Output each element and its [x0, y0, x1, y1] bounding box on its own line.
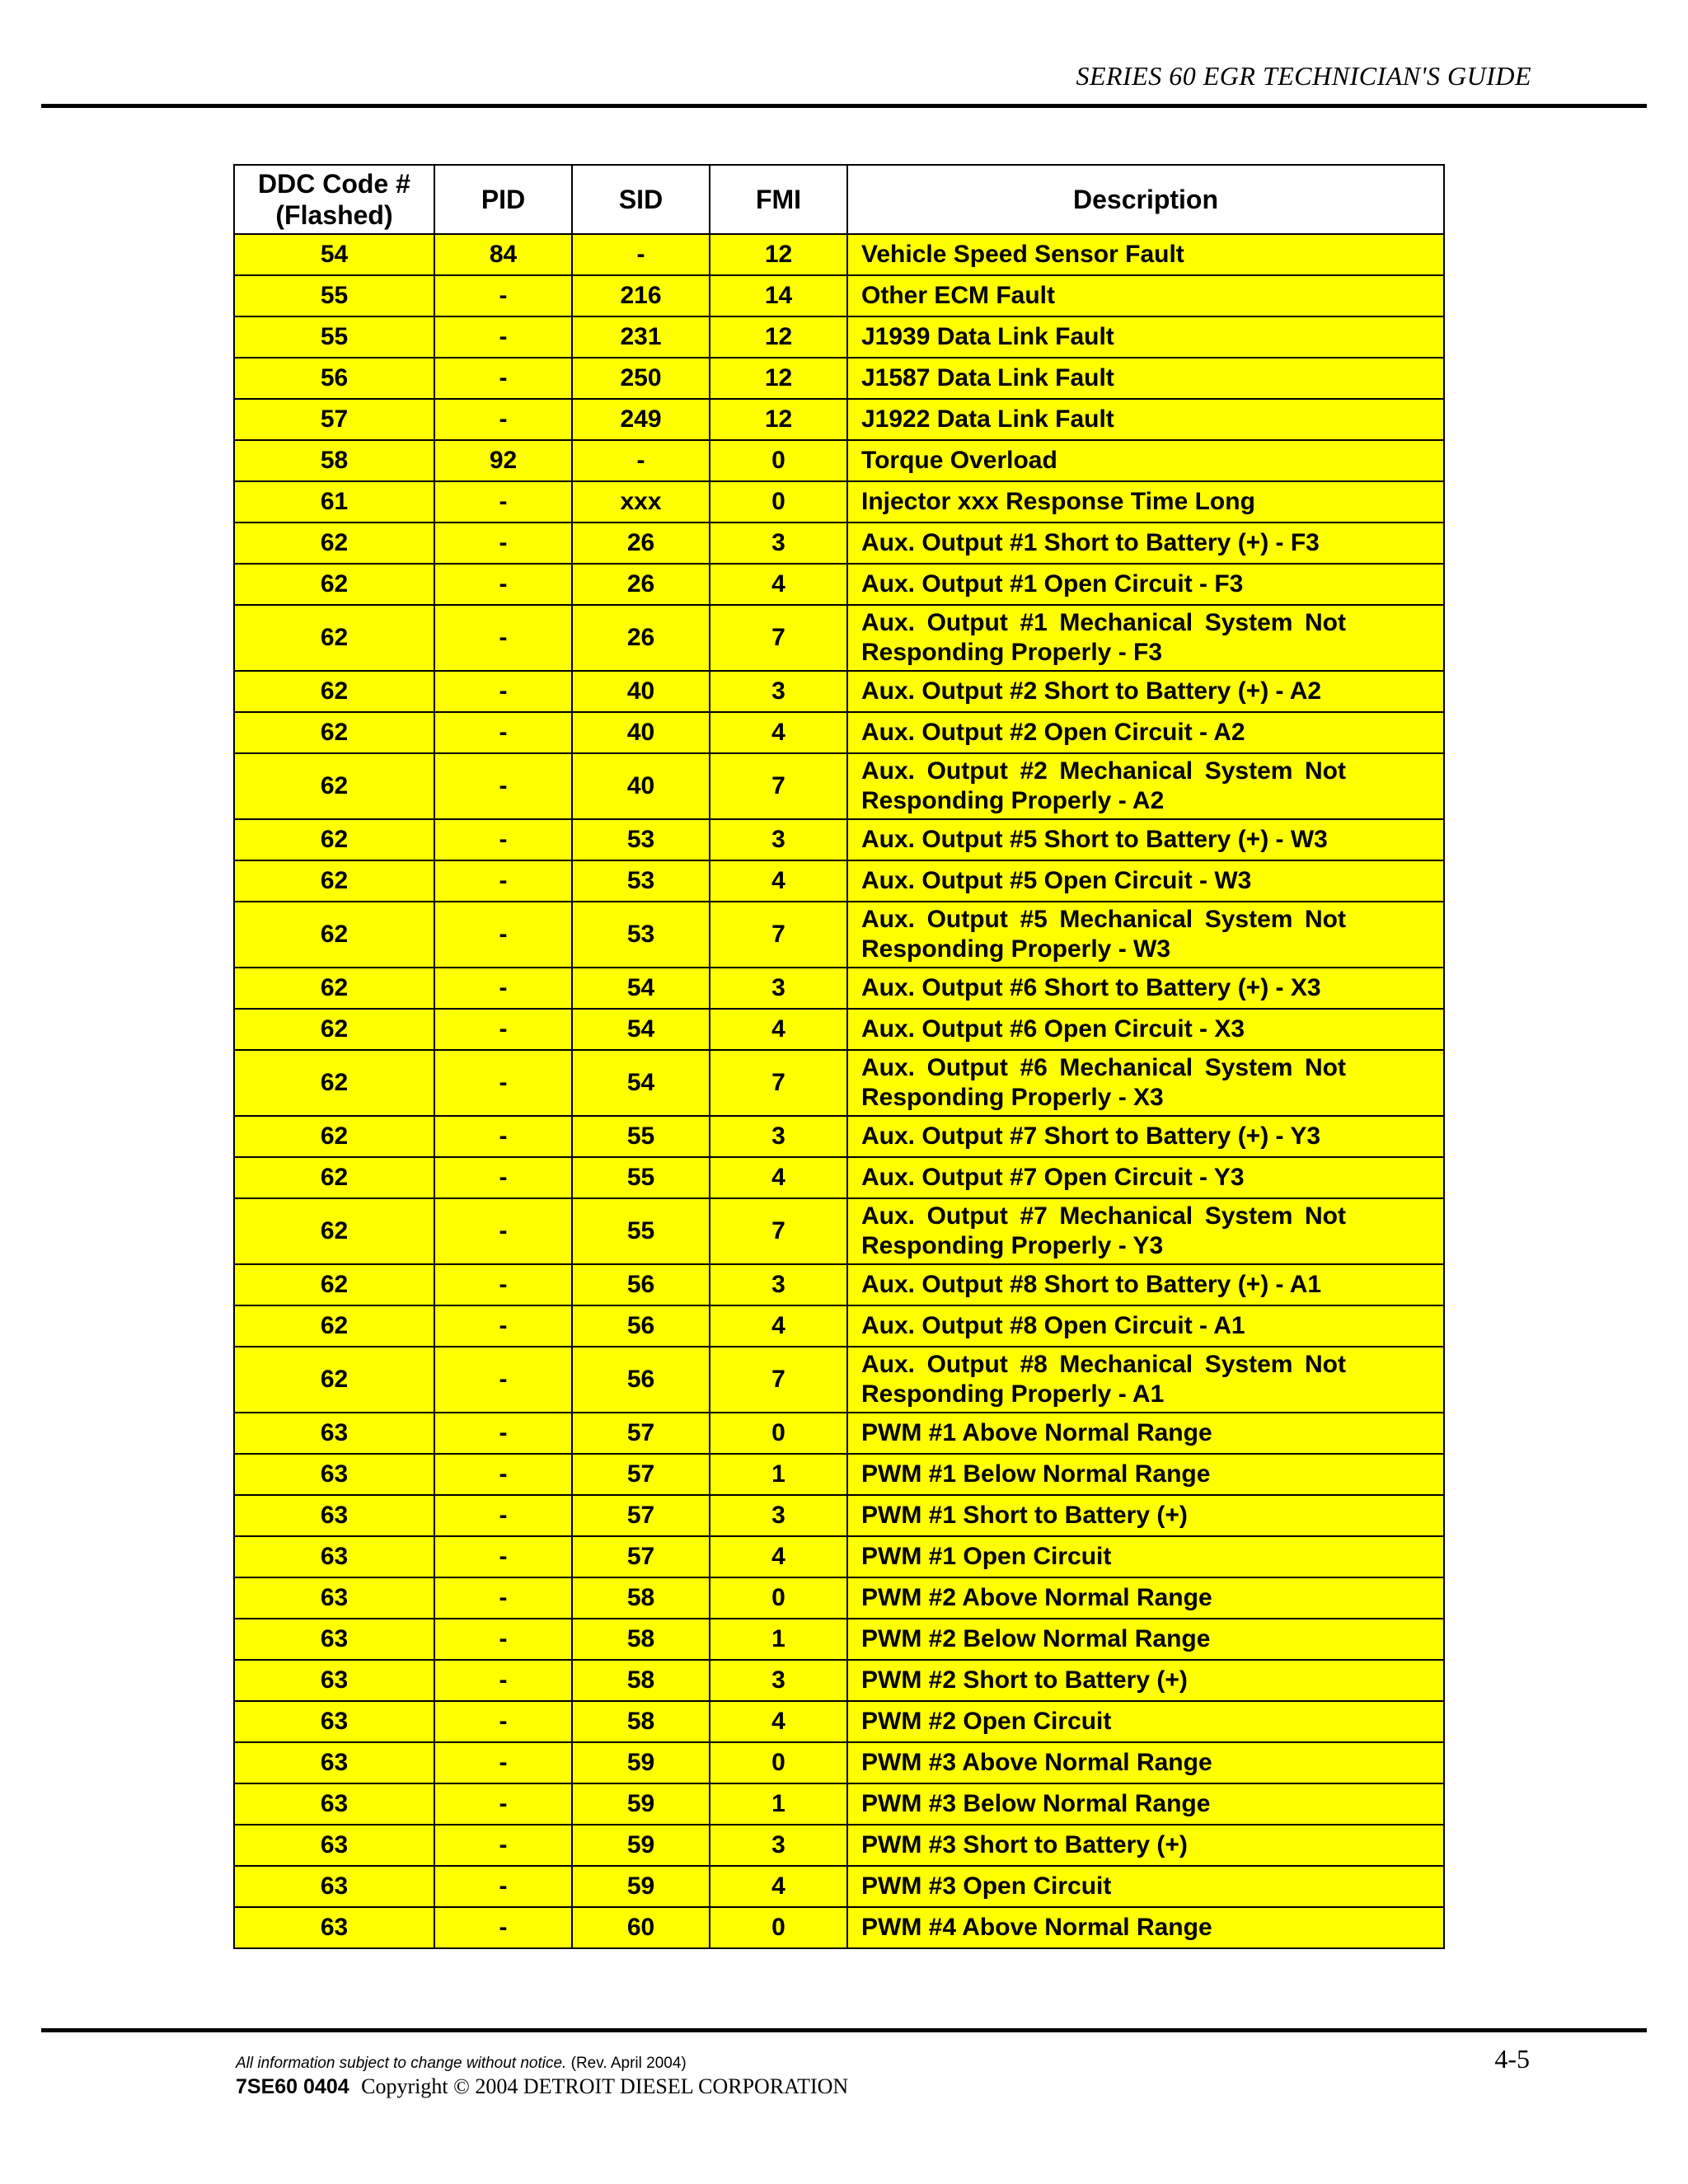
table-row: [234, 860, 1444, 902]
table-body: [234, 234, 1444, 1948]
description-cell: J1939 Data Link Fault: [847, 316, 1444, 358]
sid-cell: -: [572, 234, 710, 275]
sid-cell: 55: [572, 1157, 710, 1198]
description-cell: Aux. Output #7 Short to Battery (+) - Y3: [847, 1116, 1444, 1157]
sid-cell: 40: [572, 671, 710, 712]
description-cell: Aux. Output #6 Mechanical System Not Responding Properly - X3: [847, 1050, 1444, 1116]
pid-cell: -: [434, 860, 572, 902]
fmi-cell: 4: [710, 1009, 847, 1050]
ddc-code-cell: 62: [234, 605, 434, 671]
fmi-cell: 7: [710, 902, 847, 968]
sid-cell: 60: [572, 1907, 710, 1948]
description-cell: PWM #3 Above Normal Range: [847, 1742, 1444, 1783]
description-cell: Aux. Output #5 Open Circuit - W3: [847, 860, 1444, 902]
fmi-cell: 4: [710, 860, 847, 902]
table-row: [234, 1866, 1444, 1907]
sid-cell: 57: [572, 1454, 710, 1495]
sid-cell: 216: [572, 275, 710, 316]
ddc-code-cell: 63: [234, 1454, 434, 1495]
fmi-cell: 1: [710, 1619, 847, 1660]
ddc-code-cell: 63: [234, 1619, 434, 1660]
table-row: [234, 671, 1444, 712]
description-cell: J1922 Data Link Fault: [847, 399, 1444, 440]
pid-cell: -: [434, 1825, 572, 1866]
ddc-code-cell: 63: [234, 1536, 434, 1577]
pid-cell: -: [434, 1264, 572, 1305]
fmi-cell: 7: [710, 1198, 847, 1264]
sid-cell: 250: [572, 358, 710, 399]
pid-cell: -: [434, 712, 572, 753]
fmi-cell: 12: [710, 399, 847, 440]
sid-cell: 26: [572, 605, 710, 671]
ddc-code-cell: 62: [234, 712, 434, 753]
table-row: [234, 1305, 1444, 1347]
sid-cell: 56: [572, 1347, 710, 1413]
table-row: [234, 316, 1444, 358]
sid-cell: -: [572, 440, 710, 481]
pid-cell: -: [434, 1009, 572, 1050]
fmi-cell: 3: [710, 523, 847, 564]
sid-cell: 59: [572, 1742, 710, 1783]
description-cell: Aux. Output #2 Mechanical System Not Responding Properly - A2: [847, 753, 1444, 819]
pid-cell: -: [434, 275, 572, 316]
ddc-code-cell: 63: [234, 1413, 434, 1454]
table-row: [234, 819, 1444, 860]
description-cell: Aux. Output #1 Mechanical System Not Responding Properly - F3: [847, 605, 1444, 671]
ddc-code-cell: 58: [234, 440, 434, 481]
table-row: [234, 1264, 1444, 1305]
pid-cell: -: [434, 1050, 572, 1116]
table-header-row: [234, 165, 1444, 234]
sid-cell: 231: [572, 316, 710, 358]
fmi-cell: 0: [710, 1413, 847, 1454]
fmi-cell: 4: [710, 1536, 847, 1577]
sid-cell: 40: [572, 753, 710, 819]
ddc-code-cell: 63: [234, 1825, 434, 1866]
description-cell: Torque Overload: [847, 440, 1444, 481]
sid-cell: 56: [572, 1305, 710, 1347]
table-row: [234, 234, 1444, 275]
ddc-code-cell: 62: [234, 523, 434, 564]
description-cell: Aux. Output #8 Open Circuit - A1: [847, 1305, 1444, 1347]
pid-cell: -: [434, 1157, 572, 1198]
fmi-cell: 3: [710, 968, 847, 1009]
fmi-cell: 4: [710, 1866, 847, 1907]
table-row: [234, 1413, 1444, 1454]
sid-cell: 57: [572, 1536, 710, 1577]
table-row: [234, 1009, 1444, 1050]
column-header-sid: SID: [572, 165, 710, 234]
ddc-code-cell: 62: [234, 1305, 434, 1347]
document-code: 7SE60 0404: [236, 2075, 349, 2098]
footer-notice: [236, 2055, 687, 2073]
pid-cell: -: [434, 1198, 572, 1264]
fmi-cell: 0: [710, 440, 847, 481]
description-cell: Aux. Output #6 Short to Battery (+) - X3: [847, 968, 1444, 1009]
description-cell: PWM #4 Above Normal Range: [847, 1907, 1444, 1948]
sid-cell: 55: [572, 1198, 710, 1264]
description-cell: Aux. Output #1 Open Circuit - F3: [847, 564, 1444, 605]
table-row: [234, 1619, 1444, 1660]
fmi-cell: 4: [710, 712, 847, 753]
table-row: [234, 1347, 1444, 1413]
description-cell: Other ECM Fault: [847, 275, 1444, 316]
table-row: [234, 523, 1444, 564]
column-header-ddc-code: DDC Code # (Flashed): [234, 165, 434, 234]
fmi-cell: 3: [710, 819, 847, 860]
table-row: [234, 1116, 1444, 1157]
description-cell: Aux. Output #2 Open Circuit - A2: [847, 712, 1444, 753]
table-row: [234, 275, 1444, 316]
table-row: [234, 358, 1444, 399]
table-row: [234, 1907, 1444, 1948]
pid-cell: -: [434, 523, 572, 564]
fmi-cell: 4: [710, 1157, 847, 1198]
footer-rule: [41, 2028, 1647, 2032]
diagnostic-code-table: [233, 164, 1445, 1949]
pid-cell: -: [434, 753, 572, 819]
fmi-cell: 0: [710, 1907, 847, 1948]
ddc-code-cell: 62: [234, 753, 434, 819]
table-row: [234, 1742, 1444, 1783]
table-row: [234, 968, 1444, 1009]
pid-cell: -: [434, 819, 572, 860]
ddc-code-cell: 63: [234, 1866, 434, 1907]
description-cell: PWM #1 Short to Battery (+): [847, 1495, 1444, 1536]
ddc-code-cell: 54: [234, 234, 434, 275]
description-cell: J1587 Data Link Fault: [847, 358, 1444, 399]
pid-cell: 92: [434, 440, 572, 481]
fmi-cell: 3: [710, 1495, 847, 1536]
sid-cell: 26: [572, 523, 710, 564]
fmi-cell: 12: [710, 234, 847, 275]
page-number: 4-5: [1494, 2044, 1530, 2074]
ddc-code-cell: 55: [234, 316, 434, 358]
description-cell: Aux. Output #2 Short to Battery (+) - A2: [847, 671, 1444, 712]
ddc-code-cell: 62: [234, 1050, 434, 1116]
ddc-code-cell: 63: [234, 1495, 434, 1536]
ddc-code-cell: 62: [234, 1116, 434, 1157]
pid-cell: -: [434, 358, 572, 399]
notice-text: All information subject to change without notice.: [236, 2055, 567, 2072]
fmi-cell: 7: [710, 1050, 847, 1116]
sid-cell: 57: [572, 1495, 710, 1536]
pid-cell: -: [434, 1866, 572, 1907]
description-cell: PWM #1 Above Normal Range: [847, 1413, 1444, 1454]
sid-cell: 40: [572, 712, 710, 753]
pid-cell: -: [434, 1660, 572, 1701]
description-cell: Vehicle Speed Sensor Fault: [847, 234, 1444, 275]
description-cell: Aux. Output #8 Short to Battery (+) - A1: [847, 1264, 1444, 1305]
pid-cell: -: [434, 1454, 572, 1495]
pid-cell: -: [434, 605, 572, 671]
fmi-cell: 3: [710, 1264, 847, 1305]
description-cell: PWM #2 Open Circuit: [847, 1701, 1444, 1742]
ddc-code-cell: 63: [234, 1783, 434, 1825]
description-cell: PWM #2 Below Normal Range: [847, 1619, 1444, 1660]
fmi-cell: 0: [710, 481, 847, 523]
ddc-code-cell: 62: [234, 1157, 434, 1198]
description-cell: PWM #2 Above Normal Range: [847, 1577, 1444, 1619]
pid-cell: -: [434, 902, 572, 968]
fmi-cell: 3: [710, 1116, 847, 1157]
sid-cell: 53: [572, 819, 710, 860]
table-row: [234, 1825, 1444, 1866]
ddc-code-cell: 63: [234, 1701, 434, 1742]
description-cell: Aux. Output #1 Short to Battery (+) - F3: [847, 523, 1444, 564]
description-cell: Aux. Output #5 Short to Battery (+) - W3: [847, 819, 1444, 860]
description-cell: PWM #2 Short to Battery (+): [847, 1660, 1444, 1701]
pid-cell: -: [434, 1413, 572, 1454]
pid-cell: -: [434, 1536, 572, 1577]
pid-cell: -: [434, 1577, 572, 1619]
description-cell: Aux. Output #7 Mechanical System Not Responding Properly - Y3: [847, 1198, 1444, 1264]
sid-cell: 56: [572, 1264, 710, 1305]
fmi-cell: 1: [710, 1783, 847, 1825]
description-cell: Aux. Output #5 Mechanical System Not Responding Properly - W3: [847, 902, 1444, 968]
pid-cell: -: [434, 564, 572, 605]
pid-cell: 84: [434, 234, 572, 275]
fmi-cell: 0: [710, 1742, 847, 1783]
fmi-cell: 12: [710, 316, 847, 358]
fmi-cell: 7: [710, 753, 847, 819]
table-row: [234, 1198, 1444, 1264]
pid-cell: -: [434, 1701, 572, 1742]
column-header-pid: PID: [434, 165, 572, 234]
description-cell: Aux. Output #8 Mechanical System Not Responding Properly - A1: [847, 1347, 1444, 1413]
ddc-code-cell: 62: [234, 860, 434, 902]
sid-cell: 59: [572, 1825, 710, 1866]
sid-cell: 54: [572, 968, 710, 1009]
fmi-cell: 14: [710, 275, 847, 316]
revision-text: (Rev. April 2004): [570, 2055, 687, 2072]
pid-cell: -: [434, 1305, 572, 1347]
sid-cell: 58: [572, 1660, 710, 1701]
pid-cell: -: [434, 316, 572, 358]
sid-cell: 58: [572, 1619, 710, 1660]
sid-cell: 57: [572, 1413, 710, 1454]
running-header: SERIES 60 EGR TECHNICIAN'S GUIDE: [1076, 61, 1531, 91]
fmi-cell: 3: [710, 671, 847, 712]
ddc-code-cell: 62: [234, 564, 434, 605]
table-row: [234, 605, 1444, 671]
pid-cell: -: [434, 1347, 572, 1413]
description-cell: Aux. Output #6 Open Circuit - X3: [847, 1009, 1444, 1050]
ddc-code-cell: 62: [234, 1264, 434, 1305]
table-row: [234, 902, 1444, 968]
sid-cell: xxx: [572, 481, 710, 523]
pid-cell: -: [434, 399, 572, 440]
description-cell: PWM #1 Below Normal Range: [847, 1454, 1444, 1495]
sid-cell: 54: [572, 1050, 710, 1116]
sid-cell: 58: [572, 1701, 710, 1742]
ddc-code-cell: 62: [234, 671, 434, 712]
ddc-code-cell: 62: [234, 819, 434, 860]
pid-cell: -: [434, 481, 572, 523]
column-header-description: Description: [847, 165, 1444, 234]
sid-cell: 59: [572, 1783, 710, 1825]
sid-cell: 26: [572, 564, 710, 605]
description-cell: Aux. Output #7 Open Circuit - Y3: [847, 1157, 1444, 1198]
fmi-cell: 4: [710, 1701, 847, 1742]
table-row: [234, 1701, 1444, 1742]
pid-cell: -: [434, 1116, 572, 1157]
copyright-text: Copyright © 2004 DETROIT DIESEL CORPORATION: [361, 2074, 849, 2098]
description-cell: Injector xxx Response Time Long: [847, 481, 1444, 523]
fmi-cell: 7: [710, 605, 847, 671]
sid-cell: 53: [572, 902, 710, 968]
table-row: [234, 1536, 1444, 1577]
pid-cell: -: [434, 968, 572, 1009]
fmi-cell: 1: [710, 1454, 847, 1495]
table-row: [234, 481, 1444, 523]
pid-cell: -: [434, 1742, 572, 1783]
fmi-cell: 12: [710, 358, 847, 399]
table-row: [234, 1050, 1444, 1116]
ddc-code-cell: 62: [234, 1009, 434, 1050]
table-row: [234, 1660, 1444, 1701]
sid-cell: 55: [572, 1116, 710, 1157]
sid-cell: 53: [572, 860, 710, 902]
pid-cell: -: [434, 1907, 572, 1948]
ddc-code-cell: 63: [234, 1577, 434, 1619]
ddc-code-cell: 63: [234, 1742, 434, 1783]
fmi-cell: 7: [710, 1347, 847, 1413]
table-row: [234, 1157, 1444, 1198]
ddc-code-cell: 62: [234, 1198, 434, 1264]
description-cell: PWM #3 Below Normal Range: [847, 1783, 1444, 1825]
fmi-cell: 4: [710, 1305, 847, 1347]
ddc-code-cell: 63: [234, 1660, 434, 1701]
footer-copyright: [236, 2074, 848, 2099]
table-row: [234, 399, 1444, 440]
table-row: [234, 1783, 1444, 1825]
description-cell: PWM #3 Open Circuit: [847, 1866, 1444, 1907]
sid-cell: 59: [572, 1866, 710, 1907]
ddc-code-cell: 61: [234, 481, 434, 523]
pid-cell: -: [434, 671, 572, 712]
ddc-code-cell: 62: [234, 968, 434, 1009]
column-header-fmi: FMI: [710, 165, 847, 234]
description-cell: PWM #3 Short to Battery (+): [847, 1825, 1444, 1866]
ddc-code-cell: 62: [234, 1347, 434, 1413]
ddc-code-cell: 63: [234, 1907, 434, 1948]
header-rule: [41, 104, 1647, 108]
fmi-cell: 3: [710, 1660, 847, 1701]
sid-cell: 249: [572, 399, 710, 440]
table-row: [234, 712, 1444, 753]
table-row: [234, 1577, 1444, 1619]
pid-cell: -: [434, 1783, 572, 1825]
ddc-code-cell: 55: [234, 275, 434, 316]
sid-cell: 58: [572, 1577, 710, 1619]
ddc-code-cell: 56: [234, 358, 434, 399]
fmi-cell: 3: [710, 1825, 847, 1866]
description-cell: PWM #1 Open Circuit: [847, 1536, 1444, 1577]
sid-cell: 54: [572, 1009, 710, 1050]
table-row: [234, 440, 1444, 481]
table-row: [234, 753, 1444, 819]
pid-cell: -: [434, 1495, 572, 1536]
fmi-cell: 0: [710, 1577, 847, 1619]
ddc-code-cell: 57: [234, 399, 434, 440]
pid-cell: -: [434, 1619, 572, 1660]
fmi-cell: 4: [710, 564, 847, 605]
table-row: [234, 564, 1444, 605]
ddc-code-cell: 62: [234, 902, 434, 968]
table-row: [234, 1454, 1444, 1495]
table-row: [234, 1495, 1444, 1536]
